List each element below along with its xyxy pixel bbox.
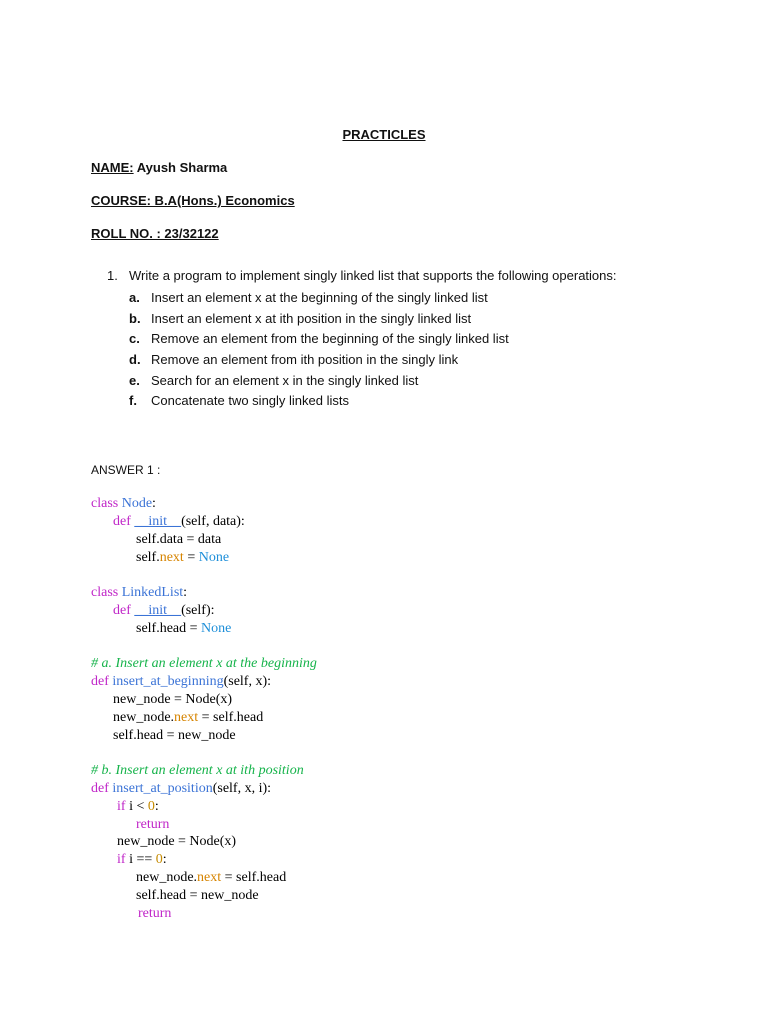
list-item — [129, 290, 488, 305]
code-text: self.head = — [136, 621, 202, 636]
item-text: Search for an element x in the singly linked list — [151, 373, 419, 388]
code-line — [113, 603, 215, 619]
item-letter: f. — [129, 393, 137, 408]
code-line — [91, 496, 156, 512]
code-text: : — [162, 852, 167, 867]
function-name: insert_at_position — [112, 781, 213, 796]
function-name: __init__ — [134, 603, 182, 618]
item-text: Remove an element from ith position in the singly link — [151, 352, 459, 367]
item-text: Insert an element x at the beginning of the singly linked list — [151, 290, 488, 305]
code-line: new_node = Node(x) — [113, 692, 233, 707]
code-text: : — [183, 585, 188, 600]
item-letter: a. — [129, 290, 140, 305]
question-1 — [107, 268, 617, 283]
code-line — [91, 585, 187, 601]
name-label: NAME: — [91, 160, 134, 175]
code-line: return — [136, 817, 170, 832]
code-line — [136, 550, 229, 566]
code-line: self.head = new_node — [136, 888, 259, 903]
code-line — [136, 621, 231, 637]
class-name: LinkedList — [121, 585, 184, 600]
list-item — [129, 393, 349, 408]
code-line — [117, 799, 159, 815]
roll-line: ROLL NO. : 23/32122 — [91, 226, 219, 241]
attribute: next — [159, 550, 184, 565]
list-item — [129, 373, 418, 388]
code-line — [117, 852, 167, 868]
code-comment: # a. Insert an element x at the beginning — [91, 656, 317, 671]
code-text: i == — [125, 852, 156, 867]
item-text: Insert an element x at ith position in the singly linked list — [151, 311, 472, 326]
question-number: 1. — [107, 268, 118, 283]
item-text: Concatenate two singly linked lists — [151, 393, 349, 408]
item-text: Remove an element from the beginning of the singly linked list — [151, 331, 509, 346]
list-item — [129, 352, 458, 367]
code-text: = — [183, 550, 199, 565]
code-text: (self): — [181, 603, 215, 618]
code-text: (self, x, i): — [212, 781, 272, 796]
code-text: self. — [136, 550, 160, 565]
item-letter: c. — [129, 331, 140, 346]
code-text: = self.head — [198, 710, 264, 725]
code-line — [136, 870, 286, 886]
code-line: return — [138, 906, 172, 921]
name-line — [91, 160, 227, 175]
item-letter: d. — [129, 352, 141, 367]
code-line: self.head = new_node — [113, 728, 236, 743]
number-literal: 0 — [155, 852, 163, 867]
attribute: next — [174, 710, 199, 725]
none-literal: None — [198, 550, 230, 565]
code-text: : — [152, 496, 156, 511]
code-text: (self, x): — [223, 674, 272, 689]
keyword: def — [91, 674, 109, 689]
list-item — [129, 331, 509, 346]
number-literal: 0 — [147, 799, 155, 814]
code-text: (self, data): — [181, 514, 245, 529]
keyword: def — [91, 781, 109, 796]
code-text: new_node. — [113, 710, 175, 725]
function-name: insert_at_beginning — [112, 674, 224, 689]
code-line: new_node = Node(x) — [117, 834, 237, 849]
code-text: i < — [125, 799, 148, 814]
code-line — [91, 781, 271, 797]
keyword: if — [117, 852, 126, 867]
question-text: Write a program to implement singly linked list that supports the following operations: — [129, 268, 617, 283]
item-letter: e. — [129, 373, 140, 388]
attribute: next — [197, 870, 222, 885]
name-value: Ayush Sharma — [133, 160, 228, 175]
item-letter: b. — [129, 311, 141, 326]
page-title: PRACTICLES — [342, 127, 426, 142]
course-line: COURSE: B.A(Hons.) Economics — [91, 193, 295, 208]
class-name: Node — [121, 496, 153, 511]
code-comment: # b. Insert an element x at ith position — [91, 763, 304, 778]
code-text: new_node. — [136, 870, 198, 885]
code-line — [113, 710, 263, 726]
code-line — [91, 674, 271, 690]
code-line: self.data = data — [136, 532, 222, 547]
list-item — [129, 311, 471, 326]
function-name: __init__ — [134, 514, 182, 529]
keyword: def — [113, 603, 131, 618]
none-literal: None — [201, 621, 232, 636]
keyword: class — [91, 585, 119, 600]
code-text: : — [154, 799, 159, 814]
answer-label: ANSWER 1 : — [91, 463, 161, 477]
code-text: = self.head — [221, 870, 287, 885]
keyword: class — [91, 496, 119, 511]
keyword: def — [113, 514, 131, 529]
code-line — [113, 514, 245, 530]
keyword: if — [117, 799, 126, 814]
